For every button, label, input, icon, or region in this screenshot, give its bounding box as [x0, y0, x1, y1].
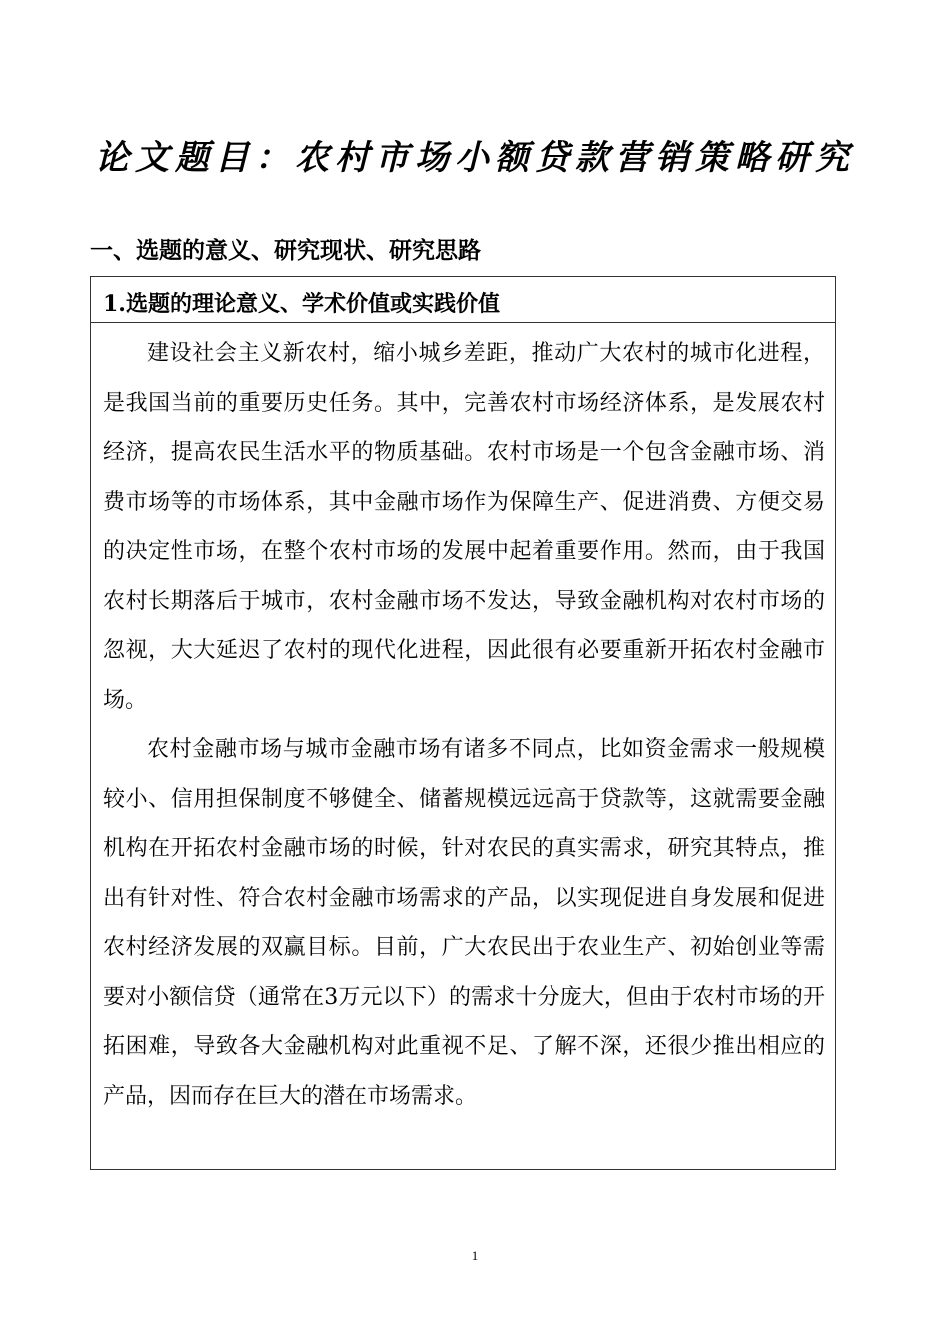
- paragraph: 农村金融市场与城市金融市场有诸多不同点，比如资金需求一般规模较小、信用担保制度不够健全、储蓄规模远远高于贷款等，这就需要金融机构在开拓农村金融市场的时候，针对农民的真实需求，研究其特点，推出有针对性、符合农村金融市场需求的产品，以实现促进自身发展和促进农村经济发展的双赢目标。目前，广大农民出于农业生产、初始创业等需要对小额信贷（通常在3万元以下）的需求十分庞大，但由于农村市场的开拓困难，导致各大金融机构对此重视不足、了解不深，还很少推出相应的产品，因而存在巨大的潜在市场需求。: [103, 737, 825, 1109]
- content-box: [90, 276, 836, 1170]
- box-body: [91, 323, 835, 1121]
- page-number: 1: [471, 1248, 479, 1263]
- paragraph: 建设社会主义新农村，缩小城乡差距，推动广大农村的城市化进程，是我国当前的重要历史任务。其中，完善农村市场经济体系，是发展农村经济，提高农民生活水平的物质基础。农村市场是一个包含金融市场、消费市场等的市场体系，其中金融市场作为保障生产、促进消费、方便交易的决定性市场，在整个农村市场的发展中起着重要作用。然而，由于我国农村长期落后于城市，农村金融市场不发达，导致金融机构对农村市场的忽视，大大延迟了农村的现代化进程，因此很有必要重新开拓农村金融市场。: [103, 341, 825, 713]
- thesis-title: 论文题目：农村市场小额贷款营销策略研究: [95, 138, 855, 178]
- section-heading: 一、选题的意义、研究现状、研究思路: [90, 237, 481, 264]
- box-header: 1.选题的理论意义、学术价值或实践价值: [91, 277, 835, 323]
